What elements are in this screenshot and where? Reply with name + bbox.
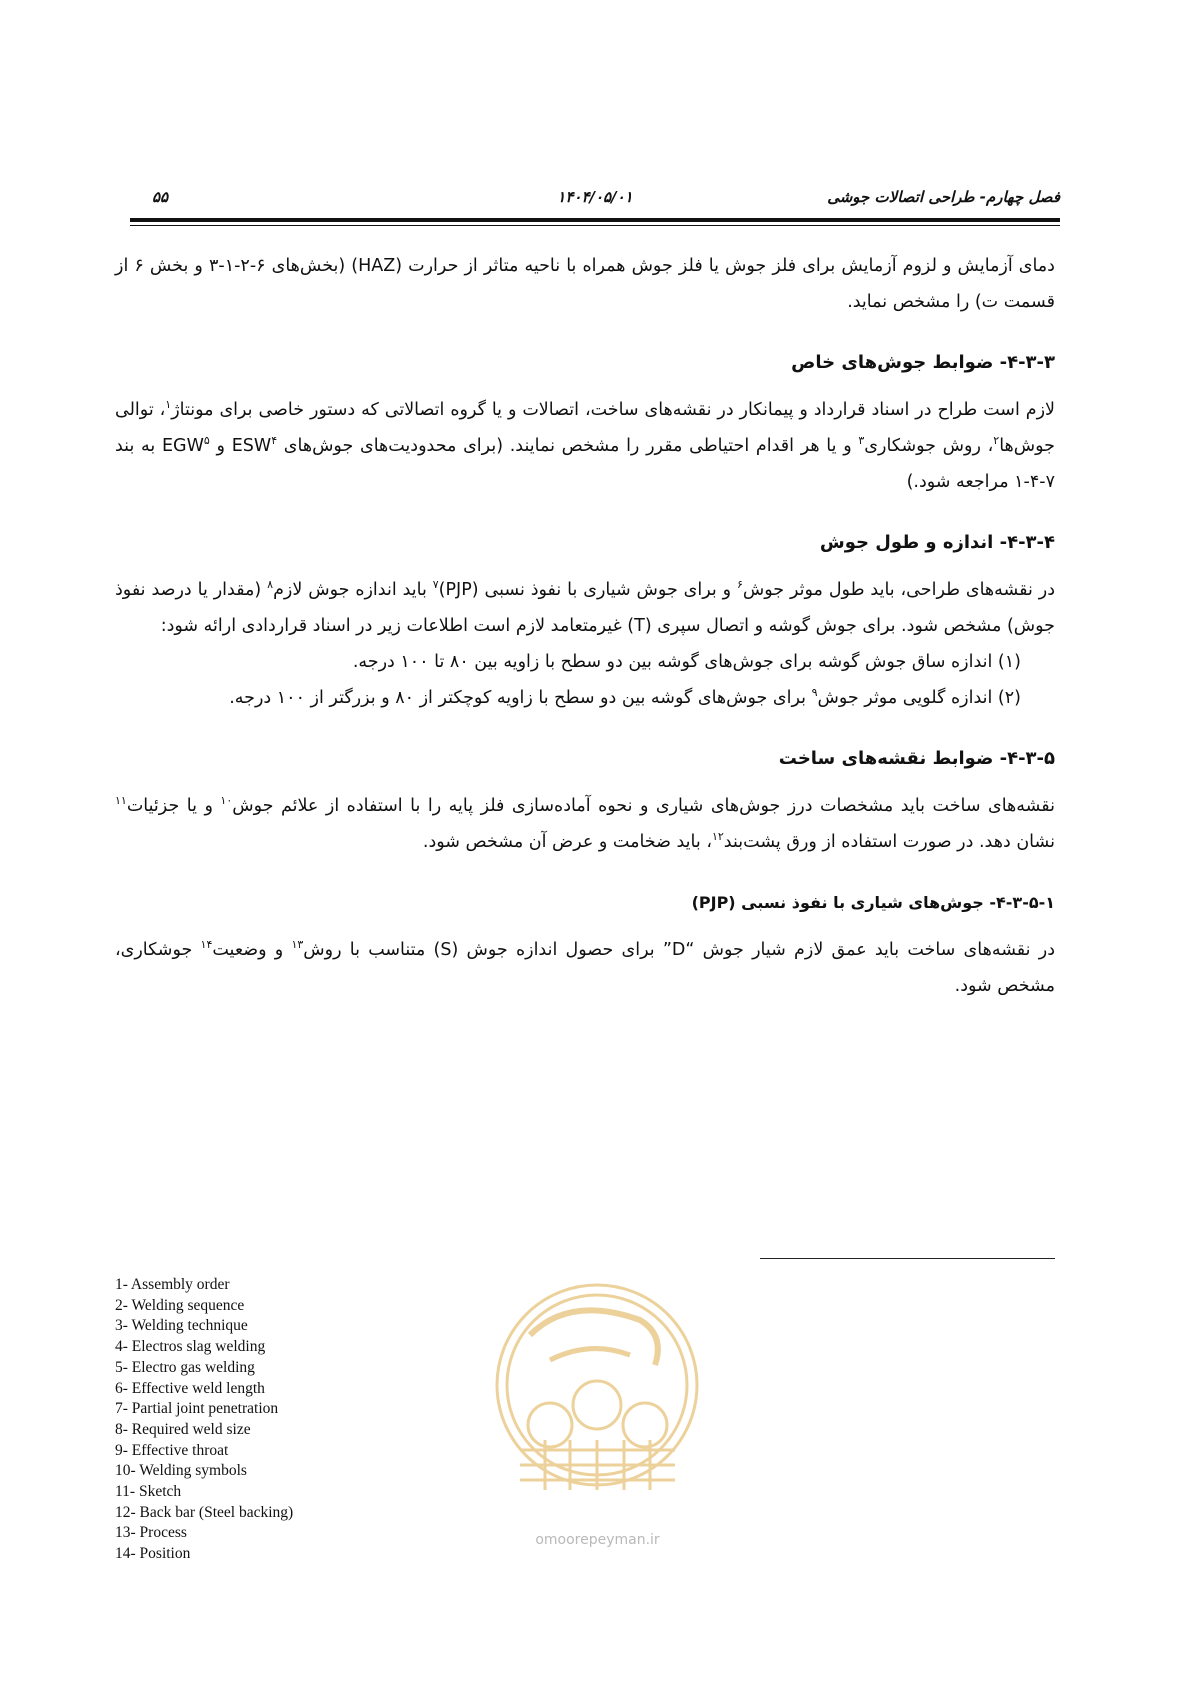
footnote-ref: ۱۴: [200, 938, 213, 952]
footnote-ref: ۱۰: [220, 794, 233, 808]
footnote-separator: [760, 1258, 1055, 1259]
footnote-ref: ۱۲: [711, 830, 724, 844]
footnote-item: 2- Welding sequence: [115, 1296, 245, 1314]
list-item-1: (۱) اندازه ساق جوش گوشه برای جوش‌های گوشه بین دو سطح با زاویه بین ۸۰ تا ۱۰۰ درجه.: [352, 652, 1021, 672]
paragraph-shop-drawings: نقشه‌های ساخت باید مشخصات درز جوش‌های شیاری و نحوه آماده‌سازی فلز پایه را با استفاده از علائم جوش$^{۱۰}$ و یا جزئیات$^{۱۱}$ نشان دهد. در صورت استفاده از ورق پشت‌بند$^{۱۲}$، باید ضخامت و عرض آن مشخص شود.: [115, 794, 1055, 852]
footnote-ref: ۶: [736, 578, 743, 592]
body-content: [115, 248, 1055, 1004]
footnote-ref: ۱۳: [291, 938, 304, 952]
section-heading-special-welds: ۴-۳-۳- ضوابط جوش‌های خاص: [791, 352, 1055, 373]
header-rule-thin: [130, 225, 1060, 226]
footnote-item: 9- Effective throat: [115, 1441, 229, 1459]
footnote-item: 13- Process: [115, 1524, 187, 1542]
footnote-item: 4- Electros slag welding: [115, 1338, 266, 1356]
list-item-2: (۲) اندازه گلویی موثر جوش$^۹$ برای جوش‌های گوشه بین دو سطح با زاویه کوچکتر از ۸۰ و بزرگتر از ۱۰۰ درجه.: [229, 686, 1021, 708]
footnote-ref: ۲: [993, 434, 1000, 448]
footnote-item: 3- Welding technique: [115, 1317, 248, 1335]
footnote-ref: ۸: [267, 578, 274, 592]
section-heading-pjp: ۴-۳-۵-۱- جوش‌های شیاری با نفوذ نسبی (PJP): [691, 893, 1055, 912]
watermark-seal-icon: [490, 1265, 705, 1545]
footnote-item: 7- Partial joint penetration: [115, 1400, 279, 1418]
footnote-item: 10- Welding symbols: [115, 1462, 247, 1480]
page-header: [130, 188, 1060, 214]
page-number: ۵۵: [152, 188, 169, 206]
footnote-item: 5- Electro gas welding: [115, 1358, 255, 1376]
footnote-ref: ۹: [811, 686, 818, 700]
footnote-item: 6- Effective weld length: [115, 1379, 265, 1397]
footnote-ref: ۳: [858, 434, 865, 448]
footnote-item: 11- Sketch: [115, 1483, 182, 1501]
paragraph-special-welds: لازم است طراح در اسناد قرارداد و پیمانکار در نقشه‌های ساخت، اتصالات و یا گروه اتصالاتی که دستور خاصی برای مونتاژ$^۱$، توالی جوش‌ها$^۲$، روش جوشکاری$^۳$ و یا هر اقدام احتیاطی مقرر را مشخص نمایند. (برای محدودیت‌های جوش‌های ESW$^۴$ و EGW$^۵$ به بند ۷-۴-۱ مراجعه شود.): [115, 398, 1055, 492]
footnote-item: 8- Required weld size: [115, 1420, 251, 1438]
section-heading-shop-drawings: ۴-۳-۵- ضوابط نقشه‌های ساخت: [778, 748, 1055, 769]
footnotes-list: [115, 1275, 475, 1565]
paragraph-pjp: در نقشه‌های ساخت باید عمق لازم شیار جوش “D” برای حصول اندازه جوش (S) متناسب با روش$^{۱۳}$ و وضعیت$^{۱۴}$ جوشکاری، مشخص شود.: [115, 938, 1055, 996]
footnote-item: 12- Back bar (Steel backing): [115, 1503, 294, 1521]
paragraph-size-length: در نقشه‌های طراحی، باید طول موثر جوش$^۶$ و برای جوش شیاری با نفوذ نسبی (PJP)$^۷$ باید اندازه جوش لازم$^۸$ (مقدار یا درصد نفوذ جوش) مشخص شود. برای جوش گوشه و اتصال سپری (T) غیرمتعامد لازم است اطلاعات زیر در اسناد قراردادی ارائه شود:: [115, 578, 1056, 636]
intro-paragraph: دمای آزمایش و لزوم آزمایش برای فلز جوش یا فلز جوش همراه با ناحیه متاثر از حرارت (HAZ) (بخش‌های ۶-۲-۱-۳ و بخش ۶ از قسمت ت) را مشخص نماید.: [115, 256, 1055, 312]
chapter-title: فصل چهارم- طراحی اتصالات جوشی: [827, 188, 1060, 206]
section-heading-size-length: ۴-۳-۴- اندازه و طول جوش: [819, 532, 1055, 553]
header-date: ۱۴۰۴/۰۵/۰۱: [557, 188, 633, 206]
header-rule-thick: [130, 218, 1060, 222]
footnote-ref: ۵: [203, 434, 210, 448]
footnote-ref: ۴: [271, 434, 278, 448]
footnote-ref: ۷: [432, 578, 439, 592]
footnote-ref: ۱: [165, 398, 172, 412]
watermark-url: omoorepeyman.ir: [535, 1532, 660, 1548]
footnote-ref: ۱۱: [115, 794, 127, 808]
footnote-item: 1- Assembly order: [115, 1276, 230, 1293]
footnote-item: 14- Position: [115, 1545, 191, 1563]
